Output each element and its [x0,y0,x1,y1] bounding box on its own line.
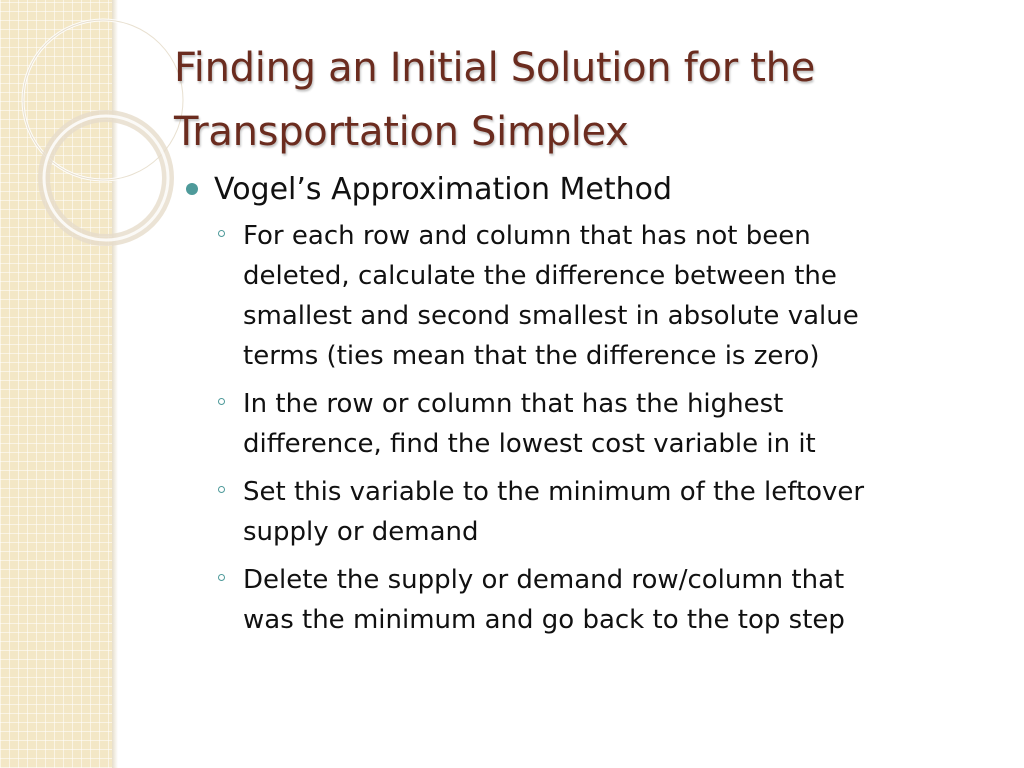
slide-content [184,168,984,648]
bullet-text: Vogel’s Approximation Method [214,172,673,207]
sub-bullet-item [184,560,943,640]
sub-bullet-line: deleted, calculate the difference between the [243,261,837,291]
ring-bullet-icon [218,398,225,405]
ring-bullet-icon [218,574,225,581]
sub-bullet-item [184,216,943,376]
sub-bullet-list [184,216,984,640]
slide-title-line-1: Finding an Initial Solution for the [174,45,816,91]
slide-title [174,36,994,164]
ring-bullet-icon [218,230,225,237]
sub-bullet-line: difference, find the lowest cost variable in it [243,429,816,459]
sub-bullet-item [184,384,943,464]
sub-bullet-line: In the row or column that has the highest [243,389,784,419]
bullet-dot-icon [186,183,198,195]
sub-bullet-line: Set this variable to the minimum of the leftover [243,477,865,507]
sub-bullet-line: Delete the supply or demand row/column that [243,565,845,595]
bullet-item [184,168,984,212]
ring-bullet-icon [218,486,225,493]
sub-bullet-line: terms (ties mean that the difference is zero) [243,341,820,371]
sub-bullet-item [184,472,943,552]
slide-title-line-2: Transportation Simplex [174,109,629,155]
sub-bullet-line: For each row and column that has not been [243,221,811,251]
decorative-rings [0,0,200,320]
sub-bullet-line: supply or demand [243,517,479,547]
sub-bullet-line: was the minimum and go back to the top step [243,605,845,635]
sub-bullet-line: smallest and second smallest in absolute value [243,301,859,331]
